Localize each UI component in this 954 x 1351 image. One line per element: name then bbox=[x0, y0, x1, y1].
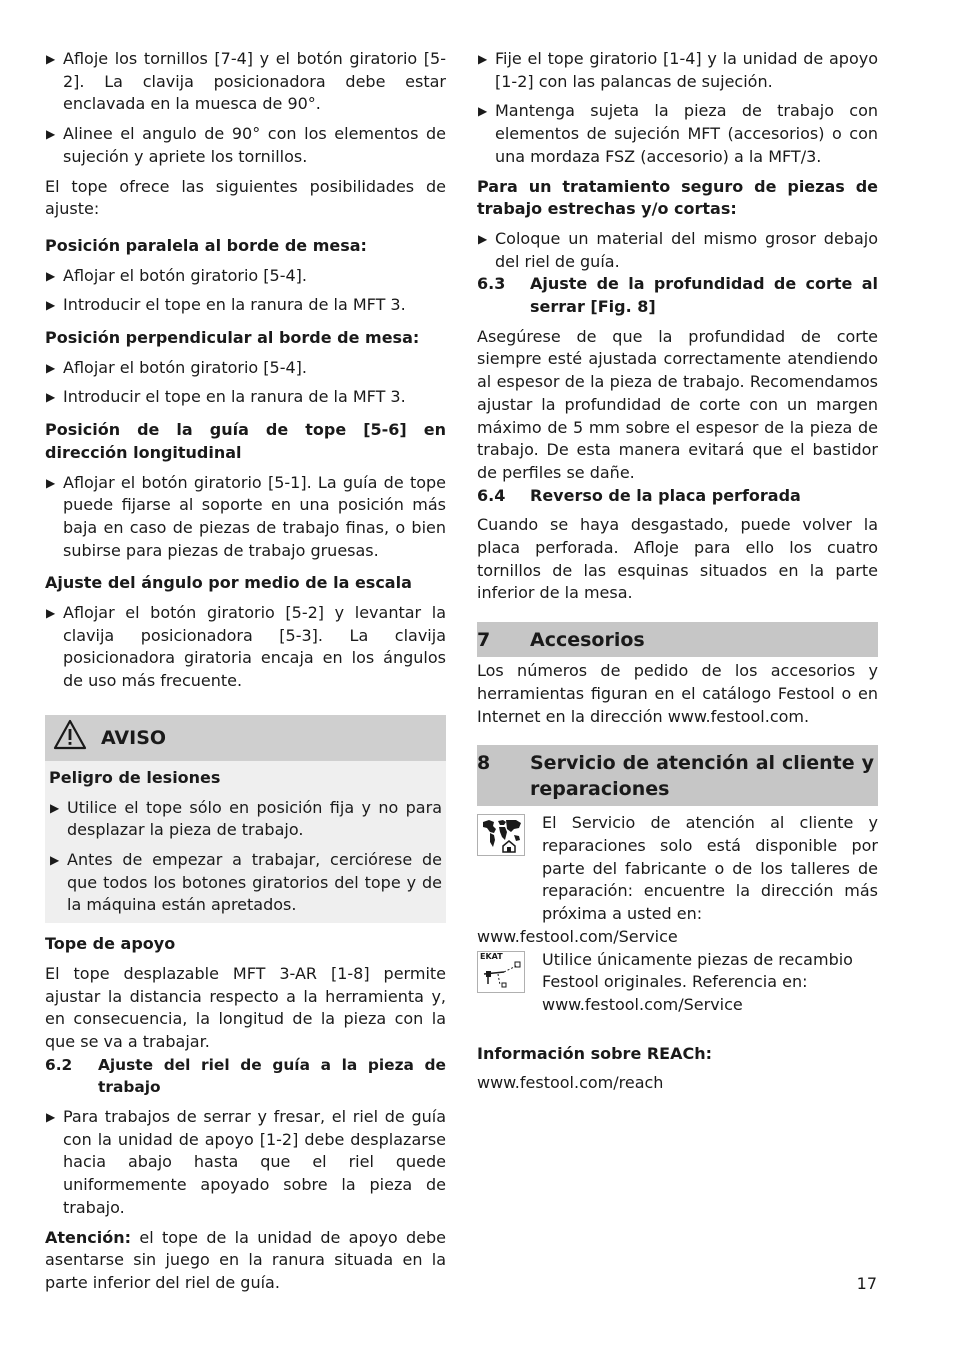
paragraph: El tope desplazable MFT 3-AR [1-8] permite ajustar la distancia respecto a la herramienta y, en consecuencia, la longitud de la pieza con la que se va a trabajar. bbox=[45, 963, 446, 1051]
paragraph: Cuando se haya desgastado, puede volver la placa perforada. Afloje para ello los cuatro tornillos de las esquinas situados en la parte inferior de la mesa. bbox=[477, 515, 878, 603]
paragraph: Los números de pedido de los accesorios y herramientas figuran en el catálogo Festool o en Internet en la dirección www.festool.com. bbox=[477, 661, 878, 726]
paragraph: El Servicio de atención al cliente y reparaciones solo está disponible por parte del fabricante o de los talleres de reparación: encuentre la dirección más próxima a usted en: bbox=[542, 813, 878, 924]
subheading: Posición de la guía de tope [5-6] en dirección longitudinal bbox=[45, 420, 446, 462]
section-heading-7: 7 Accesorios bbox=[477, 622, 878, 657]
list-item: ▶ Utilice el tope sólo en posición fija y no para desplazar la pieza de trabajo. bbox=[49, 797, 442, 842]
subheading: Información sobre REACh: bbox=[477, 1043, 713, 1063]
list-item: ▶ Aflojar el botón giratorio [5-4]. bbox=[45, 357, 446, 380]
list-item: ▶ Mantenga sujeta la pieza de trabajo con elementos de sujeción MFT (accesorios) o con una mordaza FSZ (accesorio) a la MFT/3. bbox=[477, 100, 878, 168]
attention-paragraph bbox=[45, 1227, 446, 1295]
subheading: Posición perpendicular al borde de mesa: bbox=[45, 328, 420, 348]
left-column bbox=[45, 48, 446, 1295]
list-item: ▶ Aflojar el botón giratorio [5-2] y levantar la clavija posicionadora [5-3]. La clavija posicionadora giratoria encaja en los ángulos de uso más frecuente. bbox=[45, 602, 446, 693]
subheading: Ajuste del ángulo por medio de la escala bbox=[45, 573, 412, 593]
warning-title: AVISO bbox=[101, 726, 167, 749]
reach-url: www.festool.com/reach bbox=[477, 1073, 664, 1093]
section-heading-6-4: 6.4 Reverso de la placa perforada bbox=[477, 485, 801, 505]
list-item: ▶ Para trabajos de serrar y fresar, el riel de guía con la unidad de apoyo [1-2] debe desplazarse hacia abajo hasta que el riel quede uniformemente apoyado sobre la pieza de trabajo. bbox=[45, 1106, 446, 1220]
subheading: Tope de apoyo bbox=[45, 934, 176, 954]
list-item: ▶ Afloje los tornillos [7-4] y el botón giratorio [5-2]. La clavija posicionadora debe estar enclavada en la muesca de 90°. bbox=[45, 48, 446, 116]
list-item: ▶ Aflojar el botón giratorio [5-1]. La guía de tope puede fijarse al soporte en una posición más baja en caso de piezas de trabajo finas, o bien subirse para piezas de trabajo gruesas. bbox=[45, 472, 446, 563]
spare-parts-row bbox=[477, 949, 878, 1017]
attention-label: Atención: bbox=[45, 1227, 132, 1247]
subheading: Para un tratamiento seguro de piezas de trabajo estrechas y/o cortas: bbox=[477, 176, 878, 219]
service-url: www.festool.com/Service bbox=[477, 926, 678, 946]
list-item: ▶ Antes de empezar a trabajar, cerciórese de que todos los botones giratorios del tope y de la máquina están apretados. bbox=[49, 849, 442, 917]
subheading: Posición paralela al borde de mesa: bbox=[45, 235, 367, 255]
ekat-spare-parts-icon: EKAT bbox=[477, 951, 525, 993]
list-item: ▶ Aflojar el botón giratorio [5-4]. bbox=[45, 265, 446, 288]
paragraph: Utilice únicamente piezas de recambio Festool originales. Referencia en: www.festool.com/Service bbox=[542, 949, 853, 1014]
paragraph: Asegúrese de que la profundidad de corte siempre esté ajustada correctamente atendiendo al espesor de la pieza de trabajo. Recomendamos ajustar la profundidad de corte con un margen máximo de 5 mm sobre el espesor de la pieza de trabajo. De esta manera evitará que el bastidor de perfiles se dañe. bbox=[477, 326, 878, 482]
paragraph: El tope ofrece las siguientes posibilidades de ajuste: bbox=[45, 176, 446, 219]
world-map-service-icon bbox=[477, 814, 525, 856]
attention-text: el tope de la unidad de apoyo debe asentarse sin juego en la ranura situada en la parte inferior del riel de guía. bbox=[45, 1227, 446, 1292]
warning-triangle-icon bbox=[53, 719, 87, 758]
section-heading-8: 8 Servicio de atención al cliente y reparaciones bbox=[477, 745, 878, 806]
right-column bbox=[477, 48, 878, 1095]
list-item: ▶ Fije el tope giratorio [1-4] y la unidad de apoyo [1-2] con las palancas de sujeción. bbox=[477, 48, 878, 93]
warning-subtitle: Peligro de lesiones bbox=[49, 767, 221, 787]
list-item: ▶ Introducir el tope en la ranura de la MFT 3. bbox=[45, 294, 446, 317]
section-heading-6-2: 6.2 Ajuste del riel de guía a la pieza de trabajo bbox=[45, 1055, 446, 1097]
warning-notice bbox=[45, 715, 446, 923]
warning-header bbox=[45, 715, 446, 761]
page-number: 17 bbox=[856, 1274, 877, 1293]
list-item: ▶ Introducir el tope en la ranura de la MFT 3. bbox=[45, 386, 446, 409]
list-item: ▶ Alinee el angulo de 90° con los elementos de sujeción y apriete los tornillos. bbox=[45, 123, 446, 168]
section-heading-6-3: 6.3 Ajuste de la profundidad de corte al serrar [Fig. 8] bbox=[477, 274, 878, 317]
list-item: ▶ Coloque un material del mismo grosor debajo del riel de guía. bbox=[477, 228, 878, 273]
service-row bbox=[477, 812, 878, 926]
